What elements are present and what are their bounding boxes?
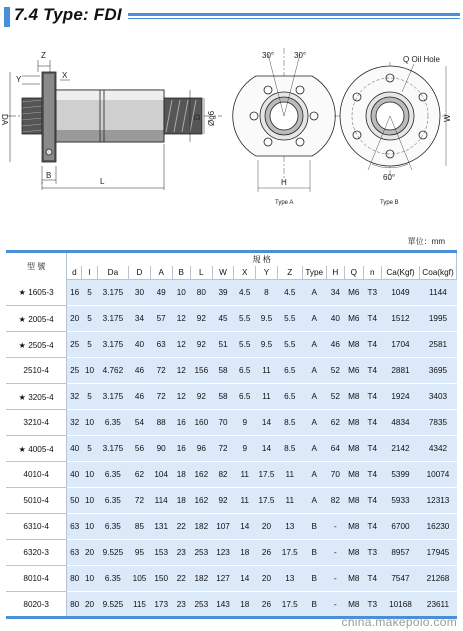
spec-cell: 4342 <box>419 436 456 462</box>
spec-cell: 11 <box>277 462 302 488</box>
column-header: Da <box>97 266 128 280</box>
header-rule-thin <box>128 18 460 19</box>
spec-cell: 11 <box>234 488 256 514</box>
spec-cell: T4 <box>363 436 381 462</box>
dim-dg6-label: Øg6 <box>207 110 216 126</box>
spec-cell: 13 <box>277 566 302 592</box>
spec-cell: 6.35 <box>97 462 128 488</box>
spec-cell: 153 <box>150 540 172 566</box>
column-header: D <box>129 266 151 280</box>
spec-cell: 70 <box>212 410 234 436</box>
type-a-angle-right: 30° <box>294 51 307 60</box>
spec-cell: 40 <box>67 462 82 488</box>
table-row <box>6 332 457 358</box>
spec-cell: 80 <box>190 280 212 306</box>
spec-cell: 5 <box>82 384 97 410</box>
spec-cell: 34 <box>326 280 344 306</box>
dim-y-label: Y <box>16 75 22 84</box>
spec-cell: 4.762 <box>97 358 128 384</box>
spec-cell: 2581 <box>419 332 456 358</box>
column-header: d <box>67 266 82 280</box>
type-a-angle-left: 30° <box>262 51 275 60</box>
spec-cell: 156 <box>190 358 212 384</box>
spec-cell: 63 <box>67 540 82 566</box>
spec-cell: 72 <box>129 488 151 514</box>
spec-cell: - <box>326 514 344 540</box>
column-header: W <box>212 266 234 280</box>
spec-cell: 1512 <box>381 306 419 332</box>
spec-cell: 11 <box>256 358 278 384</box>
spec-cell: 92 <box>212 488 234 514</box>
spec-cell: 10 <box>82 462 97 488</box>
model-cell: 6310-4 <box>6 514 67 540</box>
spec-cell: T4 <box>363 358 381 384</box>
spec-cell: 5399 <box>381 462 419 488</box>
table-row <box>6 280 457 306</box>
model-cell: ★ 4005-4 <box>6 436 67 462</box>
spec-cell: 6.35 <box>97 566 128 592</box>
table-row <box>6 540 457 566</box>
spec-cell: M8 <box>345 514 363 540</box>
spec-cell: - <box>326 592 344 618</box>
spec-cell: 1924 <box>381 384 419 410</box>
spec-cell: A <box>302 280 326 306</box>
spec-cell: 5933 <box>381 488 419 514</box>
model-cell: ★ 2005-4 <box>6 306 67 332</box>
column-header: n <box>363 266 381 280</box>
spec-cell: 50 <box>67 488 82 514</box>
spec-cell: 3.175 <box>97 436 128 462</box>
type-a-caption: Type A <box>275 200 294 206</box>
dim-d-label: D <box>193 114 202 120</box>
spec-cell: 11 <box>277 488 302 514</box>
watermark: china.makepolo.com <box>341 615 457 629</box>
column-header: A <box>150 266 172 280</box>
spec-cell: 20 <box>256 514 278 540</box>
spec-cell: 1995 <box>419 306 456 332</box>
spec-cell: 115 <box>129 592 151 618</box>
spec-cell: 14 <box>256 436 278 462</box>
spec-cell: 26 <box>256 592 278 618</box>
column-header: Type <box>302 266 326 280</box>
column-header: B <box>172 266 190 280</box>
oil-hole-label: Q Oil Hole <box>403 55 440 64</box>
spec-cell: 80 <box>67 566 82 592</box>
spec-cell: 88 <box>150 410 172 436</box>
table-row <box>6 514 457 540</box>
spec-cell: 12 <box>172 306 190 332</box>
dim-b-label: B <box>46 171 52 180</box>
table-row <box>6 436 457 462</box>
spec-cell: 82 <box>212 462 234 488</box>
spec-cell: 5 <box>82 306 97 332</box>
spec-cell: 9 <box>234 436 256 462</box>
spec-cell: 10 <box>82 410 97 436</box>
spec-cell: 14 <box>234 566 256 592</box>
spec-cell: 10 <box>82 566 97 592</box>
spec-cell: 5.5 <box>277 306 302 332</box>
spec-cell: 20 <box>82 592 97 618</box>
column-header: L <box>190 266 212 280</box>
spec-cell: 18 <box>234 540 256 566</box>
spec-cell: 150 <box>150 566 172 592</box>
spec-cell: M8 <box>345 592 363 618</box>
spec-cell: 21268 <box>419 566 456 592</box>
spec-cell: 92 <box>190 306 212 332</box>
model-cell: 2510-4 <box>6 358 67 384</box>
spec-cell: 253 <box>190 540 212 566</box>
dim-da-label: DA <box>0 114 9 126</box>
spec-cell: 5.5 <box>234 332 256 358</box>
spec-cell: 5.5 <box>277 332 302 358</box>
spec-cell: 40 <box>129 332 151 358</box>
spec-cell: B <box>302 540 326 566</box>
spec-cell: 8.5 <box>277 410 302 436</box>
spec-cell: 10 <box>82 358 97 384</box>
spec-cell: 11 <box>256 384 278 410</box>
spec-cell: 58 <box>212 384 234 410</box>
spec-cell: 62 <box>326 410 344 436</box>
spec-cell: 32 <box>67 410 82 436</box>
spec-cell: 162 <box>190 462 212 488</box>
spec-cell: M6 <box>345 280 363 306</box>
spec-cell: 1144 <box>419 280 456 306</box>
column-header: l <box>82 266 97 280</box>
column-header-row <box>6 266 457 280</box>
spec-cell: A <box>302 462 326 488</box>
spec-cell: 46 <box>326 332 344 358</box>
spec-cell: 16230 <box>419 514 456 540</box>
spec-cell: M8 <box>345 332 363 358</box>
spec-cell: 9.525 <box>97 592 128 618</box>
spec-cell: 5.5 <box>234 306 256 332</box>
type-b-front-view <box>334 62 446 182</box>
spec-cell: 85 <box>129 514 151 540</box>
spec-cell: 16 <box>172 410 190 436</box>
spec-cell: 12313 <box>419 488 456 514</box>
spec-cell: 18 <box>172 488 190 514</box>
spec-cell: A <box>302 332 326 358</box>
spec-cell: M8 <box>345 566 363 592</box>
spec-cell: T3 <box>363 592 381 618</box>
spec-cell: 62 <box>129 462 151 488</box>
spec-cell: T4 <box>363 514 381 540</box>
spec-cell: T4 <box>363 332 381 358</box>
spec-cell: 20 <box>256 566 278 592</box>
spec-cell: 17.5 <box>256 462 278 488</box>
model-cell: 8010-4 <box>6 566 67 592</box>
table-row <box>6 410 457 436</box>
spec-cell: 6700 <box>381 514 419 540</box>
table-row <box>6 566 457 592</box>
spec-cell: 1049 <box>381 280 419 306</box>
spec-cell: M6 <box>345 306 363 332</box>
spec-table-body <box>6 280 457 618</box>
spec-cell: 10168 <box>381 592 419 618</box>
type-a-front-view <box>233 48 336 192</box>
spec-cell: 8.5 <box>277 436 302 462</box>
header-rule <box>128 13 460 16</box>
spec-cell: 13 <box>277 514 302 540</box>
spec-cell: 22 <box>172 566 190 592</box>
spec-cell: 46 <box>129 384 151 410</box>
spec-cell: 82 <box>326 488 344 514</box>
spec-cell: B <box>302 514 326 540</box>
spec-cell: 23 <box>172 540 190 566</box>
spec-cell: T3 <box>363 280 381 306</box>
table-row <box>6 358 457 384</box>
spec-cell: 9.525 <box>97 540 128 566</box>
spec-cell: 23611 <box>419 592 456 618</box>
spec-cell: 17.5 <box>277 540 302 566</box>
spec-cell: 16 <box>172 436 190 462</box>
spec-cell: B <box>302 592 326 618</box>
spec-cell: T3 <box>363 540 381 566</box>
spec-cell: 10 <box>172 280 190 306</box>
table-row <box>6 488 457 514</box>
column-header: Ca(Kgf) <box>381 266 419 280</box>
side-view-drawing <box>8 60 222 190</box>
spec-cell: 95 <box>129 540 151 566</box>
spec-cell: 40 <box>326 306 344 332</box>
model-cell: 3210-4 <box>6 410 67 436</box>
spec-cell: 105 <box>129 566 151 592</box>
spec-cell: 80 <box>67 592 82 618</box>
type-a-h-label: H <box>281 178 287 187</box>
spec-cell: - <box>326 566 344 592</box>
header-accent-tab <box>4 7 10 27</box>
spec-cell: 46 <box>129 358 151 384</box>
spec-cell: 52 <box>326 384 344 410</box>
spec-cell: 63 <box>67 514 82 540</box>
spec-cell: 39 <box>212 280 234 306</box>
spec-cell: 72 <box>150 384 172 410</box>
spec-cell: 56 <box>129 436 151 462</box>
spec-cell: 114 <box>150 488 172 514</box>
spec-cell: 20 <box>67 306 82 332</box>
column-header: Coa(kgf) <box>419 266 456 280</box>
spec-cell: 7547 <box>381 566 419 592</box>
table-row <box>6 384 457 410</box>
spec-cell: 51 <box>212 332 234 358</box>
table-row <box>6 462 457 488</box>
spec-cell: 1704 <box>381 332 419 358</box>
spec-cell: 143 <box>212 592 234 618</box>
spec-cell: 8957 <box>381 540 419 566</box>
spec-cell: T4 <box>363 410 381 436</box>
technical-drawings <box>0 32 463 228</box>
spec-cell: 14 <box>256 410 278 436</box>
spec-cell: 5 <box>82 280 97 306</box>
spec-cell: 6.5 <box>277 358 302 384</box>
spec-cell: 4.5 <box>277 280 302 306</box>
spec-cell: 26 <box>256 540 278 566</box>
spec-cell: 14 <box>234 514 256 540</box>
spec-cell: 6.5 <box>277 384 302 410</box>
spec-cell: 11 <box>234 462 256 488</box>
spec-cell: 253 <box>190 592 212 618</box>
spec-cell: 9.5 <box>256 306 278 332</box>
spec-cell: 182 <box>190 514 212 540</box>
section-header <box>0 0 463 32</box>
spec-cell: 173 <box>150 592 172 618</box>
spec-cell: 12 <box>172 384 190 410</box>
spec-cell: A <box>302 384 326 410</box>
spec-cell: T4 <box>363 306 381 332</box>
spec-cell: A <box>302 358 326 384</box>
model-cell: 4010-4 <box>6 462 67 488</box>
spec-cell: 90 <box>150 436 172 462</box>
spec-cell: 10074 <box>419 462 456 488</box>
spec-cell: 63 <box>150 332 172 358</box>
spec-cell: 104 <box>150 462 172 488</box>
spec-cell: M8 <box>345 410 363 436</box>
spec-cell: 6.35 <box>97 514 128 540</box>
spec-cell: 57 <box>150 306 172 332</box>
spec-cell: 6.35 <box>97 410 128 436</box>
dim-x-label: X <box>62 71 68 80</box>
spec-cell: M8 <box>345 488 363 514</box>
spec-cell: 4834 <box>381 410 419 436</box>
spec-cell: 25 <box>67 332 82 358</box>
spec-cell: T4 <box>363 384 381 410</box>
spec-cell: A <box>302 436 326 462</box>
spec-cell: 6.35 <box>97 488 128 514</box>
spec-cell: 123 <box>212 540 234 566</box>
spec-cell: 8 <box>256 280 278 306</box>
spec-cell: 10 <box>82 488 97 514</box>
column-header: X <box>234 266 256 280</box>
spec-cell: 2142 <box>381 436 419 462</box>
spec-cell: 18 <box>234 592 256 618</box>
spec-cell: M8 <box>345 436 363 462</box>
spec-cell: 2881 <box>381 358 419 384</box>
spec-cell: 25 <box>67 358 82 384</box>
spec-cell: 18 <box>172 462 190 488</box>
spec-cell: 127 <box>212 566 234 592</box>
spec-cell: 3.175 <box>97 332 128 358</box>
spec-cell: 72 <box>212 436 234 462</box>
spec-cell: 162 <box>190 488 212 514</box>
spec-cell: M8 <box>345 540 363 566</box>
column-header: Y <box>256 266 278 280</box>
spec-cell: 3.175 <box>97 280 128 306</box>
spec-cell: 5 <box>82 436 97 462</box>
column-header: Z <box>277 266 302 280</box>
model-cell: ★ 3205-4 <box>6 384 67 410</box>
spec-cell: 9 <box>234 410 256 436</box>
spec-cell: M8 <box>345 384 363 410</box>
spec-cell: 107 <box>212 514 234 540</box>
spec-cell: 52 <box>326 358 344 384</box>
spec-cell: 30 <box>129 280 151 306</box>
spec-cell: 64 <box>326 436 344 462</box>
spec-cell: - <box>326 540 344 566</box>
spec-cell: 4.5 <box>234 280 256 306</box>
model-cell: 6320-3 <box>6 540 67 566</box>
spec-cell: 49 <box>150 280 172 306</box>
spec-cell: 3403 <box>419 384 456 410</box>
model-cell: 8020-3 <box>6 592 67 618</box>
type-b-angle: 60° <box>383 173 396 182</box>
type-b-w-label: W <box>443 114 452 122</box>
dim-l-label: L <box>100 177 105 186</box>
spec-cell: 182 <box>190 566 212 592</box>
spec-cell: A <box>302 488 326 514</box>
spec-cell: 6.5 <box>234 384 256 410</box>
spec-cell: 3.175 <box>97 306 128 332</box>
spec-cell: 9.5 <box>256 332 278 358</box>
dim-z-label: Z <box>41 51 46 60</box>
model-cell: ★ 2505-4 <box>6 332 67 358</box>
spec-cell: A <box>302 410 326 436</box>
model-cell: 5010-4 <box>6 488 67 514</box>
table-row <box>6 306 457 332</box>
spec-cell: 6.5 <box>234 358 256 384</box>
type-b-caption: Type B <box>380 200 399 206</box>
spec-cell: 17945 <box>419 540 456 566</box>
spec-cell: A <box>302 306 326 332</box>
spec-cell: 92 <box>190 332 212 358</box>
spec-cell: 22 <box>172 514 190 540</box>
spec-group-header: 規 格 <box>67 252 457 266</box>
table-row <box>6 592 457 618</box>
spec-cell: 12 <box>172 332 190 358</box>
spec-cell: 34 <box>129 306 151 332</box>
column-header: H <box>326 266 344 280</box>
spec-cell: 72 <box>150 358 172 384</box>
spec-cell: 3.175 <box>97 384 128 410</box>
unit-label: 單位：mm <box>407 237 445 246</box>
spec-cell: 96 <box>190 436 212 462</box>
spec-cell: 40 <box>67 436 82 462</box>
page-title: 7.4 Type: FDI <box>14 5 122 24</box>
spec-cell: 10 <box>82 514 97 540</box>
spec-cell: T4 <box>363 488 381 514</box>
spec-cell: 23 <box>172 592 190 618</box>
spec-cell: T4 <box>363 566 381 592</box>
spec-cell: M8 <box>345 462 363 488</box>
spec-cell: 7835 <box>419 410 456 436</box>
spec-cell: 70 <box>326 462 344 488</box>
spec-cell: 17.5 <box>256 488 278 514</box>
spec-cell: 5 <box>82 332 97 358</box>
spec-cell: 16 <box>67 280 82 306</box>
spec-cell: 92 <box>190 384 212 410</box>
spec-cell: 131 <box>150 514 172 540</box>
spec-cell: B <box>302 566 326 592</box>
spec-cell: 160 <box>190 410 212 436</box>
spec-cell: 54 <box>129 410 151 436</box>
model-column-header: 型 號 <box>6 252 67 280</box>
spec-cell: M6 <box>345 358 363 384</box>
column-header: Q <box>345 266 363 280</box>
spec-cell: 58 <box>212 358 234 384</box>
spec-cell: 20 <box>82 540 97 566</box>
spec-cell: 12 <box>172 358 190 384</box>
spec-table <box>6 250 457 619</box>
spec-cell: 45 <box>212 306 234 332</box>
model-cell: ★ 1605-3 <box>6 280 67 306</box>
spec-cell: 3695 <box>419 358 456 384</box>
spec-cell: T4 <box>363 462 381 488</box>
spec-cell: 17.5 <box>277 592 302 618</box>
spec-cell: 32 <box>67 384 82 410</box>
drawing-canvas <box>0 32 463 228</box>
